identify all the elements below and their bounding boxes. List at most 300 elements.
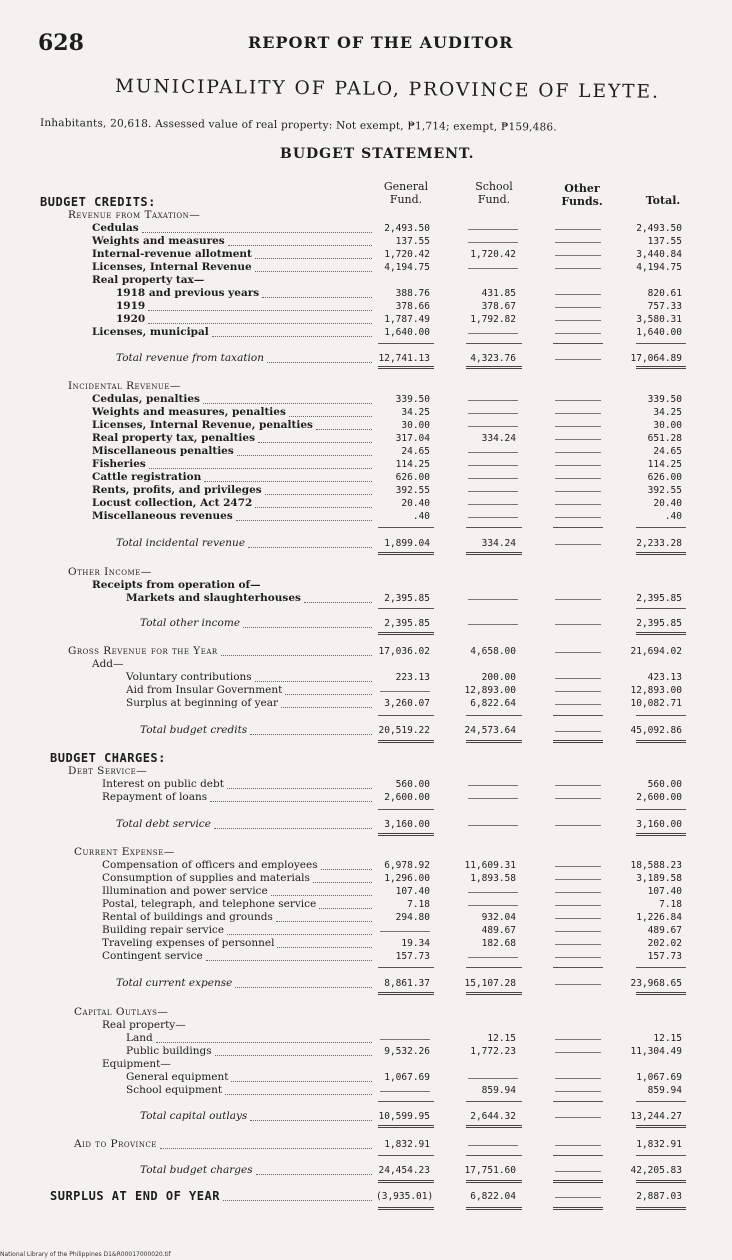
row-label: Licenses, Internal Revenue, penalties <box>92 419 313 431</box>
blank-dash <box>555 359 601 360</box>
blank-dash <box>468 905 518 906</box>
row-label: Repayment of loans <box>102 791 208 803</box>
row-label: Total other income <box>140 617 241 629</box>
row-label: Land <box>126 1032 153 1044</box>
amount-total: 17,064.89 <box>630 353 682 364</box>
dot-leader <box>225 1094 372 1095</box>
amount-general: 157.73 <box>395 951 430 962</box>
amount-general: .40 <box>412 511 430 522</box>
amount-general: 388.76 <box>395 288 430 299</box>
amount-school: 334.24 <box>481 433 516 444</box>
dot-leader <box>277 947 372 948</box>
amount-school: 24,573.64 <box>464 725 516 736</box>
dot-leader <box>289 416 372 417</box>
table-row <box>0 261 732 274</box>
blank-dash <box>468 785 518 786</box>
amount-general: 3,260.07 <box>384 698 430 709</box>
dot-leader <box>148 323 372 324</box>
table-row <box>0 222 732 235</box>
amount-total: 18,588.23 <box>630 860 682 871</box>
blank-dash <box>468 229 518 230</box>
row-label: Capital Outlays— <box>74 1006 169 1018</box>
amount-general: 3,160.00 <box>384 819 430 830</box>
blank-dash <box>468 491 518 492</box>
blank-dash <box>380 931 430 932</box>
table-row <box>0 1006 732 1019</box>
amount-general: 1,720.42 <box>384 249 430 260</box>
dot-leader <box>227 934 372 935</box>
page-number: 628 <box>38 30 84 56</box>
table-row <box>0 778 732 791</box>
blank-dash <box>555 918 601 919</box>
table-row <box>0 818 732 831</box>
blank-dash <box>555 879 601 880</box>
amount-general: 7.18 <box>407 899 430 910</box>
blank-dash <box>555 255 601 256</box>
row-label: Real property tax— <box>92 274 205 286</box>
dot-leader <box>237 455 372 456</box>
dot-leader <box>262 297 372 298</box>
amount-school: 12.15 <box>487 1033 516 1044</box>
row-label: Total budget credits <box>140 724 248 736</box>
amount-total: 2,395.85 <box>636 593 682 604</box>
amount-general: 339.50 <box>395 394 430 405</box>
amount-school: 11,609.31 <box>464 860 516 871</box>
dot-leader <box>221 655 372 656</box>
amount-general: 24,454.23 <box>378 1165 430 1176</box>
amount-total: .40 <box>664 511 682 522</box>
dot-leader <box>149 468 372 469</box>
dot-leader <box>258 442 372 443</box>
document-title: MUNICIPALITY OF PALO, PROVINCE OF LEYTE. <box>114 76 661 103</box>
amount-total: 859.94 <box>647 1085 682 1096</box>
amount-general: 20,519.22 <box>378 725 430 736</box>
table-row <box>0 235 732 248</box>
blank-dash <box>555 599 601 600</box>
amount-total: 489.67 <box>647 925 682 936</box>
amount-general: 560.00 <box>395 779 430 790</box>
amount-general: 6,978.92 <box>384 860 430 871</box>
blank-dash <box>468 242 518 243</box>
blank-dash <box>468 400 518 401</box>
dot-leader <box>276 921 372 922</box>
blank-dash <box>555 478 601 479</box>
dot-leader <box>212 336 372 337</box>
amount-total: 23,968.65 <box>630 978 682 989</box>
blank-dash <box>555 691 601 692</box>
table-row <box>0 537 732 550</box>
table-row <box>0 196 732 209</box>
dot-leader <box>206 960 372 961</box>
column-header-general: General Fund. <box>383 180 429 206</box>
blank-dash <box>555 294 601 295</box>
blank-dash <box>555 798 601 799</box>
blank-dash <box>555 931 601 932</box>
amount-general: 2,395.85 <box>384 593 430 604</box>
amount-total: 423.13 <box>647 672 682 683</box>
dot-leader <box>304 602 372 603</box>
blank-dash <box>468 1078 518 1079</box>
dot-leader <box>243 627 372 628</box>
amount-general: 4,194.75 <box>384 262 430 273</box>
blank-dash <box>555 652 601 653</box>
table-row <box>0 313 732 326</box>
amount-total: 21,694.02 <box>630 646 682 657</box>
amount-general: 17,036.02 <box>378 646 430 657</box>
row-label: Aid to Province <box>74 1138 157 1150</box>
dot-leader <box>231 1081 372 1082</box>
amount-total: 560.00 <box>647 779 682 790</box>
row-label: Traveling expenses of personnel <box>102 937 275 949</box>
table-row <box>0 671 732 684</box>
blank-dash <box>468 798 518 799</box>
amount-total: 820.61 <box>647 288 682 299</box>
amount-total: 30.00 <box>653 420 682 431</box>
dot-leader <box>313 882 372 883</box>
amount-general: 30.00 <box>401 420 430 431</box>
dot-leader <box>227 788 372 789</box>
blank-dash <box>555 517 601 518</box>
blank-dash <box>555 1197 601 1198</box>
blank-dash <box>555 491 601 492</box>
table-row <box>0 1071 732 1084</box>
blank-dash <box>555 957 601 958</box>
row-label: Building repair service <box>102 924 225 936</box>
amount-total: 45,092.86 <box>630 725 682 736</box>
table-row <box>0 1110 732 1123</box>
amount-school: 1,720.42 <box>470 249 516 260</box>
row-label: Internal-revenue allotment <box>92 248 252 260</box>
table-row <box>0 859 732 872</box>
dot-leader <box>223 1200 372 1201</box>
dot-leader <box>255 507 372 508</box>
table-row <box>0 566 732 579</box>
blank-dash <box>468 825 518 826</box>
table-row <box>0 765 732 778</box>
amount-school: 378.67 <box>481 301 516 312</box>
table-row <box>0 846 732 859</box>
scan-footer: National Library of the Philippines D1&R00017000020.tif <box>0 1251 171 1258</box>
amount-total: 157.73 <box>647 951 682 962</box>
blank-dash <box>555 944 601 945</box>
row-label: Miscellaneous penalties <box>92 445 234 457</box>
table-row <box>0 510 732 523</box>
row-label: Aid from Insular Government <box>126 684 283 696</box>
amount-total: 12.15 <box>653 1033 682 1044</box>
blank-dash <box>555 984 601 985</box>
table-row <box>0 209 732 222</box>
row-label: Surplus at beginning of year <box>126 697 279 709</box>
row-label: Licenses, Internal Revenue <box>92 261 252 273</box>
row-label: Contingent service <box>102 950 203 962</box>
row-label: Weights and measures <box>92 235 225 247</box>
row-label: Real property— <box>102 1019 186 1031</box>
row-label: Total budget charges <box>140 1164 253 1176</box>
row-label: Debt Service— <box>68 765 148 777</box>
amount-general: 12,741.13 <box>378 353 430 364</box>
statement-title: BUDGET STATEMENT. <box>280 146 475 162</box>
row-label: SURPLUS AT END OF YEAR <box>50 1189 220 1203</box>
table-row <box>0 911 732 924</box>
table-row <box>0 1190 732 1203</box>
amount-school: 1,893.58 <box>470 873 516 884</box>
blank-dash <box>468 504 518 505</box>
dot-leader <box>148 310 372 311</box>
row-label: Illumination and power service <box>102 885 268 897</box>
amount-general: 137.55 <box>395 236 430 247</box>
amount-school: 4,658.00 <box>470 646 516 657</box>
table-row <box>0 419 732 432</box>
dot-leader <box>215 1055 372 1056</box>
blank-dash <box>380 691 430 692</box>
dot-leader <box>285 694 372 695</box>
table-row <box>0 1032 732 1045</box>
table-row <box>0 393 732 406</box>
amount-total: 3,580.31 <box>636 314 682 325</box>
row-label: School equipment <box>126 1084 223 1096</box>
amount-total: 202.02 <box>647 938 682 949</box>
amount-total: 3,440.84 <box>636 249 682 260</box>
amount-general: 1,640.00 <box>384 327 430 338</box>
blank-dash <box>555 400 601 401</box>
dot-leader <box>204 481 372 482</box>
dot-leader <box>255 271 372 272</box>
table-row <box>0 248 732 261</box>
amount-school: 15,107.28 <box>464 978 516 989</box>
amount-total: 339.50 <box>647 394 682 405</box>
amount-general: 392.55 <box>395 485 430 496</box>
blank-dash <box>555 624 601 625</box>
amount-total: 1,832.91 <box>636 1139 682 1150</box>
blank-dash <box>468 599 518 600</box>
blank-dash <box>468 957 518 958</box>
blank-dash <box>380 1091 430 1092</box>
amount-total: 1,640.00 <box>636 327 682 338</box>
amount-school: 1,792.82 <box>470 314 516 325</box>
amount-total: 10,082.71 <box>630 698 682 709</box>
blank-dash <box>380 1039 430 1040</box>
row-label: Locust collection, Act 2472 <box>92 497 253 509</box>
dot-leader <box>248 547 372 548</box>
blank-dash <box>555 1117 601 1118</box>
amount-school: 6,822.64 <box>470 698 516 709</box>
blank-dash <box>555 825 601 826</box>
row-label: Consumption of supplies and materials <box>102 872 310 884</box>
amount-total: 3,160.00 <box>636 819 682 830</box>
blank-dash <box>555 678 601 679</box>
running-head: REPORT OF THE AUDITOR <box>248 33 514 52</box>
row-label: BUDGET CREDITS: <box>40 195 156 209</box>
row-label: Interest on public debt <box>102 778 224 790</box>
amount-school: 932.04 <box>481 912 516 923</box>
amount-general: 2,600.00 <box>384 792 430 803</box>
table-row <box>0 326 732 339</box>
blank-dash <box>555 1145 601 1146</box>
row-label: Fisheries <box>92 458 146 470</box>
table-row <box>0 445 732 458</box>
dot-leader <box>271 895 372 896</box>
amount-school: 17,751.60 <box>464 1165 516 1176</box>
amount-total: 2,600.00 <box>636 792 682 803</box>
table-row <box>0 579 732 592</box>
blank-dash <box>468 452 518 453</box>
dot-leader <box>160 1148 372 1149</box>
row-label: Total revenue from taxation <box>116 352 264 364</box>
blank-dash <box>468 465 518 466</box>
amount-school: 182.68 <box>481 938 516 949</box>
amount-general: 1,787.49 <box>384 314 430 325</box>
table-row <box>0 484 732 497</box>
table-row <box>0 1019 732 1032</box>
table-row <box>0 898 732 911</box>
table-row <box>0 380 732 393</box>
amount-total: 392.55 <box>647 485 682 496</box>
amount-general: 1,296.00 <box>384 873 430 884</box>
amount-total: 2,395.85 <box>636 618 682 629</box>
blank-dash <box>555 229 601 230</box>
amount-total: 7.18 <box>659 899 682 910</box>
table-row <box>0 592 732 605</box>
amount-general: 114.25 <box>395 459 430 470</box>
amount-total: 1,226.84 <box>636 912 682 923</box>
blank-dash <box>555 242 601 243</box>
blank-dash <box>555 465 601 466</box>
dot-leader <box>255 258 372 259</box>
blank-dash <box>555 1039 601 1040</box>
table-row <box>0 352 732 365</box>
amount-general: (3,935.01) <box>376 1191 434 1202</box>
amount-total: 626.00 <box>647 472 682 483</box>
row-label: Voluntary contributions <box>126 671 252 683</box>
amount-general: 107.40 <box>395 886 430 897</box>
blank-dash <box>468 1145 518 1146</box>
row-label: Miscellaneous revenues <box>92 510 233 522</box>
blank-dash <box>468 268 518 269</box>
table-row <box>0 1138 732 1151</box>
amount-total: 2,493.50 <box>636 223 682 234</box>
amount-school: 200.00 <box>481 672 516 683</box>
table-row <box>0 1164 732 1177</box>
blank-dash <box>555 1078 601 1079</box>
blank-dash <box>555 785 601 786</box>
dot-leader <box>316 429 372 430</box>
table-row <box>0 287 732 300</box>
table-row <box>0 497 732 510</box>
table-row <box>0 924 732 937</box>
dot-leader <box>142 232 372 233</box>
amount-total: 20.40 <box>653 498 682 509</box>
blank-dash <box>555 1091 601 1092</box>
row-label: Cedulas <box>92 222 139 234</box>
table-row <box>0 872 732 885</box>
row-label: 1918 and previous years <box>116 287 260 299</box>
table-row <box>0 950 732 963</box>
dot-leader <box>203 403 372 404</box>
column-header-total: Total. <box>645 194 681 207</box>
dot-leader <box>256 1174 372 1175</box>
blank-dash <box>555 268 601 269</box>
amount-general: 223.13 <box>395 672 430 683</box>
table-row <box>0 697 732 710</box>
amount-general: 34.25 <box>401 407 430 418</box>
table-row <box>0 645 732 658</box>
amount-total: 11,304.49 <box>630 1046 682 1057</box>
amount-general: 1,832.91 <box>384 1139 430 1150</box>
dot-leader <box>265 494 372 495</box>
table-row <box>0 1084 732 1097</box>
row-label: Rents, profits, and privileges <box>92 484 262 496</box>
blank-dash <box>468 333 518 334</box>
dot-leader <box>250 1120 372 1121</box>
dot-leader <box>236 520 372 521</box>
blank-dash <box>555 1171 601 1172</box>
row-label: BUDGET CHARGES: <box>50 751 166 765</box>
dot-leader <box>235 987 372 988</box>
table-row <box>0 684 732 697</box>
row-label: Cattle registration <box>92 471 202 483</box>
table-row <box>0 300 732 313</box>
amount-general: 2,493.50 <box>384 223 430 234</box>
blank-dash <box>555 504 601 505</box>
row-label: Public buildings <box>126 1045 212 1057</box>
row-label: Postal, telegraph, and telephone service <box>102 898 317 910</box>
row-label: Licenses, municipal <box>92 326 209 338</box>
row-label: Markets and slaughterhouses <box>126 592 301 604</box>
row-label: Revenue from Taxation— <box>68 209 201 221</box>
table-row <box>0 752 732 765</box>
amount-school: 2,644.32 <box>470 1111 516 1122</box>
amount-general: 378.66 <box>395 301 430 312</box>
blank-dash <box>555 544 601 545</box>
amount-total: 107.40 <box>647 886 682 897</box>
amount-total: 114.25 <box>647 459 682 470</box>
blank-dash <box>555 426 601 427</box>
amount-total: 2,887.03 <box>636 1191 682 1202</box>
amount-general: 20.40 <box>401 498 430 509</box>
row-label: Cedulas, penalties <box>92 393 200 405</box>
dot-leader <box>319 908 372 909</box>
table-row <box>0 937 732 950</box>
table-row <box>0 1058 732 1071</box>
row-label: Compensation of officers and employees <box>102 859 318 871</box>
blank-dash <box>555 452 601 453</box>
amount-total: 34.25 <box>653 407 682 418</box>
amount-total: 651.28 <box>647 433 682 444</box>
amount-school: 334.24 <box>481 538 516 549</box>
table-row <box>0 885 732 898</box>
table-row <box>0 791 732 804</box>
amount-school: 859.94 <box>481 1085 516 1096</box>
table-row <box>0 274 732 287</box>
blank-dash <box>555 1052 601 1053</box>
amount-total: 13,244.27 <box>630 1111 682 1122</box>
amount-total: 24.65 <box>653 446 682 457</box>
blank-dash <box>555 731 601 732</box>
row-label: Gross Revenue for the Year <box>68 645 218 657</box>
row-label: Total capital outlays <box>140 1110 248 1122</box>
row-label: Equipment— <box>102 1058 171 1070</box>
dot-leader <box>321 869 372 870</box>
row-label: Total incidental revenue <box>116 537 246 549</box>
dot-leader <box>267 362 372 363</box>
table-row <box>0 977 732 990</box>
dot-leader <box>250 734 372 735</box>
blank-dash <box>468 426 518 427</box>
amount-general: 9,532.26 <box>384 1046 430 1057</box>
row-label: Incidental Revenue— <box>68 380 181 392</box>
table-row <box>0 724 732 737</box>
row-label: Add— <box>92 658 124 670</box>
